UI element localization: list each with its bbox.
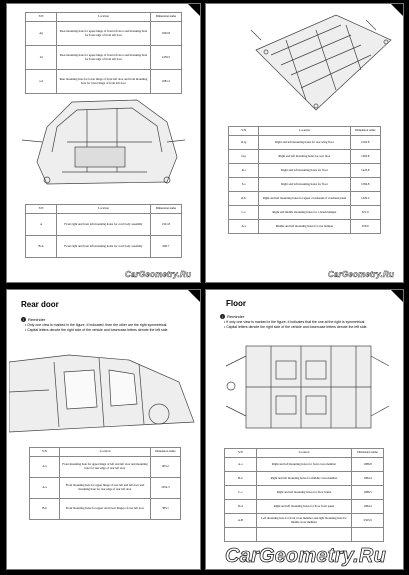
- table-cell: O-p: [229, 150, 259, 164]
- table-cell: Ai: [26, 46, 57, 70]
- table-cell: [352, 528, 384, 542]
- table-cell: Rear mounting hole for lower hinge of front left door and front mounting hole for lower hinge of front left door: [57, 70, 151, 94]
- table-cell: Right and left mounting holes for front cross member: [256, 458, 351, 472]
- table-cell: D-d: [225, 500, 257, 514]
- column-header: Location: [57, 13, 151, 22]
- table-cell: Right and left mounting holes for floor frame: [256, 486, 351, 500]
- table-row: [229, 178, 381, 192]
- table-cell: 1081.2: [150, 70, 181, 94]
- table-cell: 679.6: [350, 220, 380, 234]
- table-header-row: [229, 127, 381, 136]
- table-cell: [256, 528, 351, 542]
- table-cell: Right and left mounting holes for floor: [259, 178, 350, 192]
- table-row: [229, 136, 381, 150]
- table-cell: C-c: [225, 486, 257, 500]
- dimension-table-bottom: [25, 204, 182, 258]
- table-cell: C-c: [229, 206, 259, 220]
- page-floor-dimensions-rear: [205, 3, 404, 283]
- table-cell: O-Q: [229, 136, 259, 150]
- table-cell: 1092.8: [150, 22, 181, 46]
- table-cell: a-d: [26, 70, 57, 94]
- table-cell: A-a: [30, 478, 60, 499]
- table-cell: 383.1: [150, 499, 180, 520]
- table-cell: A: [26, 214, 57, 236]
- table-header-row: [26, 13, 182, 22]
- column-header: S/N: [225, 449, 257, 458]
- table-row: [26, 214, 182, 236]
- table-header-row: [26, 205, 182, 214]
- table-cell: 2325.9: [352, 514, 384, 528]
- table-row: [26, 22, 182, 46]
- table-cell: A-B: [225, 514, 257, 528]
- reminder-line: • Capital letters denote the right side of the vehicle and lowercase letters denote the left side.: [224, 325, 368, 329]
- page-title: Rear door: [21, 300, 59, 309]
- table-cell: S-s: [229, 178, 259, 192]
- table-cell: B-A: [26, 236, 57, 258]
- column-header: Dimension name: [150, 205, 181, 214]
- table-cell: [225, 528, 257, 542]
- table-cell: 1584.8: [350, 178, 380, 192]
- dimension-table: [29, 447, 181, 520]
- table-cell: A-a: [30, 457, 60, 478]
- column-header: Dimension name: [350, 127, 380, 136]
- column-header: S/N: [30, 448, 60, 457]
- page-title: Floor: [226, 299, 246, 308]
- table-cell: Right and left mounting holes for floor front panel: [256, 500, 351, 514]
- table-header-row: [30, 448, 181, 457]
- dimension-table: [224, 448, 384, 542]
- reminder-title: Reminder: [28, 317, 46, 322]
- table-row: [229, 164, 381, 178]
- table-header-row: [225, 449, 384, 458]
- column-header: S/N: [26, 13, 57, 22]
- table-cell: 1329.2: [350, 192, 380, 206]
- table-row: [225, 514, 384, 528]
- table-cell: Front right and front left mounting holes for cowl body assembly: [57, 236, 151, 258]
- table-row: [225, 486, 384, 500]
- reminder-title: Reminder: [227, 314, 245, 319]
- table-row: [26, 46, 182, 70]
- table-cell: 1086.5: [352, 486, 384, 500]
- page-corner-tab: [188, 4, 200, 16]
- table-row: [229, 206, 381, 220]
- floor-plan-illustration: [221, 336, 393, 438]
- reminder-line: • Only one view is marked in the figure. If indicated, then the other are the right symmetrical.: [25, 323, 168, 327]
- column-header: Location: [256, 449, 351, 458]
- table-row: [225, 528, 384, 542]
- table-cell: Ag: [26, 22, 57, 46]
- reminder-line: • Capital letters denote the right side of the vehicle and lowercase letters denote the left side.: [25, 328, 169, 332]
- table-cell: Front mounting holes for upper and lower hinges of rear left door: [60, 499, 151, 520]
- body-side-illustration: [17, 92, 189, 192]
- table-cell: Right and middle mounting holes for c-beam bumper: [259, 206, 350, 220]
- table-cell: Right and left mounting holes for rear floor: [259, 150, 350, 164]
- page-corner-tab: [391, 290, 403, 302]
- table-cell: Rear mounting hole for upper hinge of front left door and mounting hole for front edge of front left door: [57, 46, 151, 70]
- table-cell: Front mounting hole for upper hinge of left and left door and mounting hole for rear edge of rear left door: [60, 457, 151, 478]
- table-cell: 990.7: [150, 236, 181, 258]
- table-cell: Right and left mounting holes for rear wing floor: [259, 136, 350, 150]
- dimension-table-top: [25, 12, 182, 94]
- watermark-text: CarGeometry.Ru: [328, 270, 395, 279]
- table-cell: Front mounting hole for upper hinge of rear left and left door and mounting hole for rear edge of rear left door: [60, 478, 151, 499]
- table-cell: 1459.5: [150, 46, 181, 70]
- page-corner-tab: [188, 290, 200, 302]
- info-icon: i: [21, 317, 26, 322]
- column-header: Location: [57, 205, 151, 214]
- page-floor: [205, 289, 404, 570]
- table-cell: 1502.8: [350, 136, 380, 150]
- floor-frame-illustration: [246, 10, 396, 115]
- table-row: [26, 236, 182, 258]
- table-cell: 671.6: [350, 206, 380, 220]
- table-row: [225, 472, 384, 486]
- table-cell: B-b: [225, 472, 257, 486]
- table-cell: 1086.8: [352, 458, 384, 472]
- table-cell: Right and left mounting holes for floor: [259, 164, 350, 178]
- reminder-line: • If only one view is marked in the figure, it indicates that the one at the right is symmetrical.: [224, 320, 366, 324]
- table-cell: B-b: [30, 499, 60, 520]
- table-cell: 1084.4: [352, 500, 384, 514]
- table-cell: Left mounting hole for front cross member and right mounting hole for middle cross member: [256, 514, 351, 528]
- column-header: Dimension name: [150, 13, 181, 22]
- table-row: [229, 192, 381, 206]
- table-cell: 903.2: [150, 457, 180, 478]
- column-header: Location: [60, 448, 151, 457]
- table-row: [229, 220, 381, 234]
- table-cell: Middle and left mounting holes for rear bumper: [259, 220, 350, 234]
- reminder-block: [21, 317, 191, 332]
- reminder-block: [220, 314, 395, 329]
- table-cell: R-r: [229, 164, 259, 178]
- page-body-dimensions-front: [6, 3, 201, 283]
- table-row: [229, 150, 381, 164]
- column-header: S/N: [26, 205, 57, 214]
- dimension-table: [228, 126, 381, 234]
- table-cell: Right and left mounting holes for middle cross member: [256, 472, 351, 486]
- table-cell: A-a: [225, 458, 257, 472]
- table-row: [225, 500, 384, 514]
- table-row: [30, 478, 181, 499]
- rear-door-illustration: [9, 352, 198, 434]
- column-header: Dimension name: [352, 449, 384, 458]
- watermark-logo-text: CarGeometry.Ru: [225, 545, 386, 567]
- table-cell: 1321.8: [150, 214, 181, 236]
- column-header: S/N: [229, 127, 259, 136]
- table-row: [26, 70, 182, 94]
- table-cell: Front right and front left mounting holes for cowl body assembly: [57, 214, 151, 236]
- table-cell: 1423.8: [350, 164, 380, 178]
- table-row: [30, 499, 181, 520]
- page-rear-door: [6, 289, 201, 570]
- watermark-text: CarGeometry.Ru: [125, 270, 192, 279]
- column-header: Dimension name: [150, 448, 180, 457]
- table-cell: 1363.8: [350, 150, 380, 164]
- table-cell: Right and left mounting holes for upper crossbeam of overhead panel: [259, 192, 350, 206]
- table-row: [225, 458, 384, 472]
- column-header: Location: [259, 127, 350, 136]
- table-cell: O-U: [229, 192, 259, 206]
- info-icon: i: [220, 314, 225, 319]
- table-cell: Rear mounting hole for upper hinge of front left door and mounting hole for front edge of front left door: [57, 22, 151, 46]
- table-cell: 1054.3: [150, 478, 180, 499]
- table-row: [30, 457, 181, 478]
- table-cell: A-a: [229, 220, 259, 234]
- table-cell: 1084.4: [352, 472, 384, 486]
